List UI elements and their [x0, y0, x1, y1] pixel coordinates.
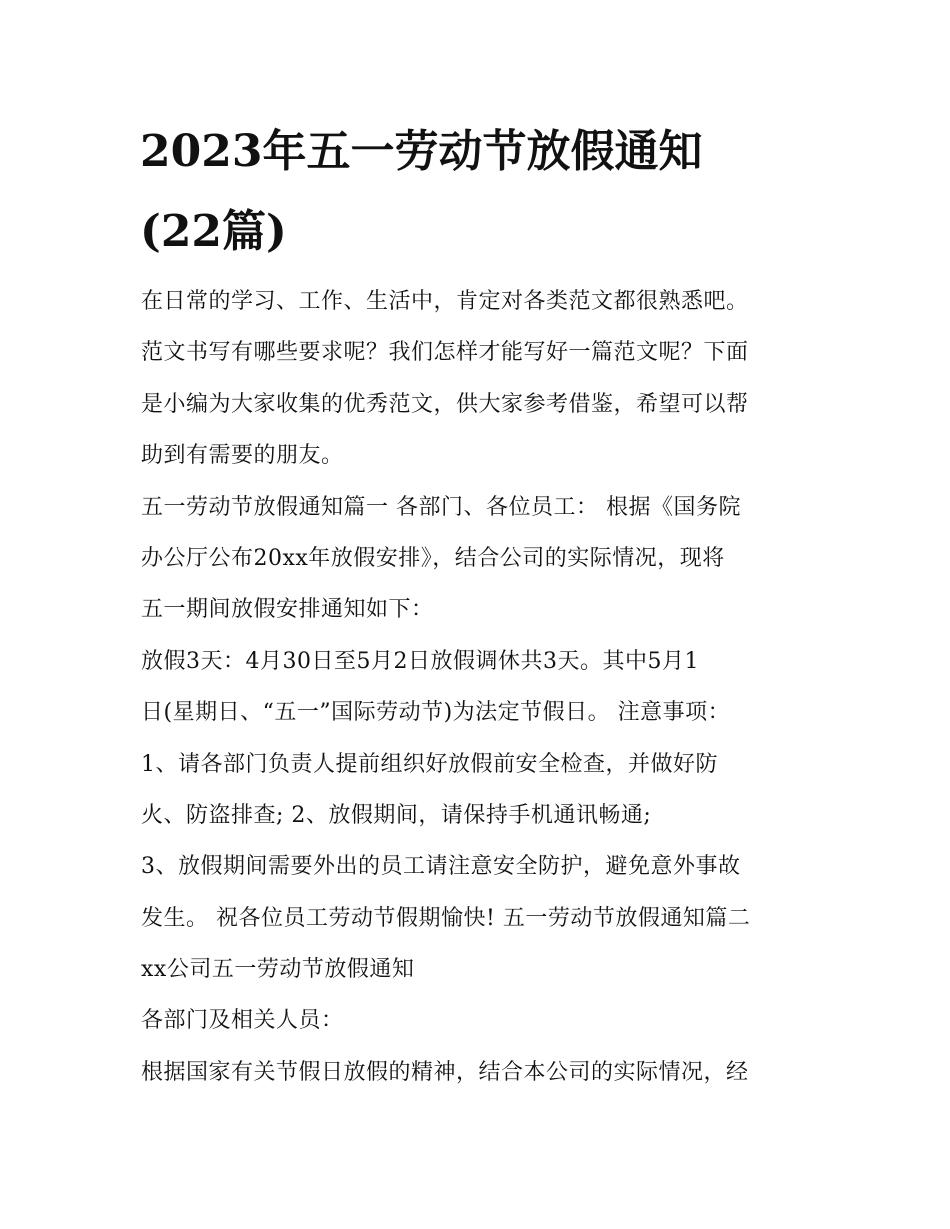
body-line: 放假3天：4月30日至5月2日放假调休共3天。其中5月1	[141, 648, 699, 674]
body-line: 1、请各部门负责人提前组织好放假前安全检查，并做好防	[141, 751, 718, 777]
title-line: 2023年五一劳动节放假通知	[140, 126, 703, 177]
title-line: (22篇)	[140, 206, 287, 257]
body-line: 办公厅公布20xx年放假安排》，结合公司的实际情况，现将	[141, 545, 725, 571]
body-line: 是小编为大家收集的优秀范文，供大家参考借鉴，希望可以帮	[141, 391, 749, 417]
body-line: 在日常的学习、工作、生活中，肯定对各类范文都很熟悉吧。	[141, 289, 749, 314]
body-line: 五一期间放假安排通知如下：	[141, 597, 434, 623]
body-line: 根据国家有关节假日放假的精神，结合本公司的实际情况，经	[141, 1059, 749, 1085]
body-line: 日(星期日、“五一”国际劳动节)为法定节假日。 注意事项：	[141, 700, 731, 726]
body-line: 范文书写有哪些要求呢？我们怎样才能写好一篇范文呢？下面	[141, 340, 749, 366]
body-line: xx公司五一劳动节放假通知	[141, 957, 415, 983]
document-title	[140, 112, 820, 272]
body-line: 3、放假期间需要外出的员工请注意安全防护，避免意外事故	[141, 854, 741, 880]
body-line: 助到有需要的朋友。	[141, 443, 344, 469]
body-line: 发生。 祝各位员工劳动节假期愉快! 五一劳动节放假通知篇二	[141, 905, 751, 931]
body-line: 火、防盗排查; 2、放假期间，请保持手机通讯畅通;	[141, 802, 652, 828]
body-line: 各部门及相关人员：	[141, 1008, 344, 1034]
document-body	[141, 276, 821, 1098]
body-line: 五一劳动节放假通知篇一 各部门、各位员工： 根据《国务院	[141, 494, 741, 520]
